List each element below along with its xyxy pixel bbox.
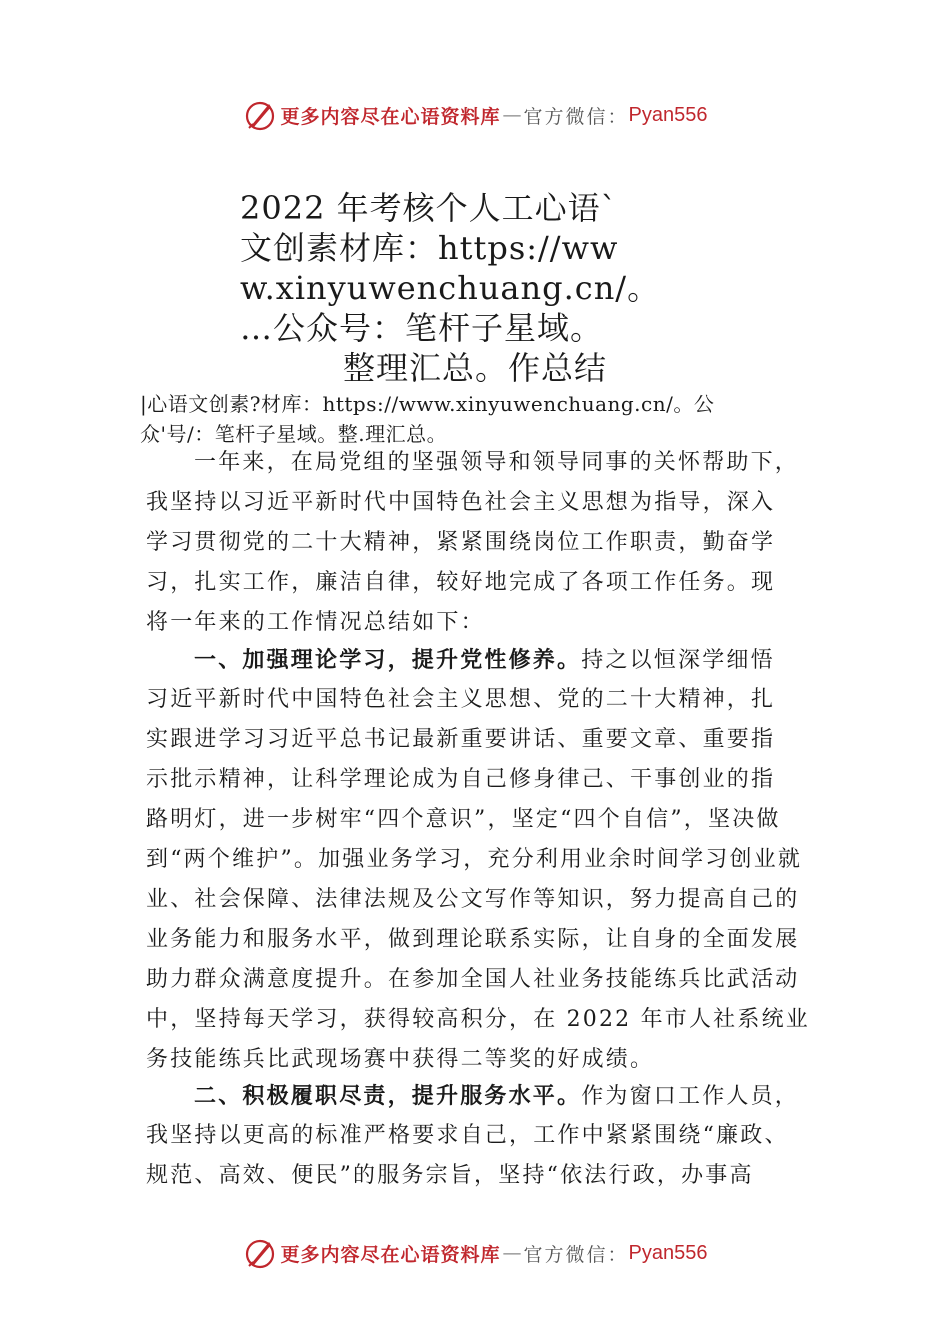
banner-separator: —: [502, 1242, 522, 1264]
paragraph-line: 习近平新时代中国特色社会主义思想、党的二十大精神，扎: [146, 687, 776, 712]
paragraph-line: 示批示精神，让科学理论成为自己修身律己、干事创业的指: [146, 767, 776, 792]
banner-main-text: 更多内容尽在心语资料库: [280, 105, 501, 128]
section-2-first-text: 作为窗口工作人员，: [581, 1084, 800, 1109]
banner-separator: —: [502, 104, 522, 126]
title-line: …公众号：笔杆子星域。: [240, 309, 604, 347]
paragraph-line: 学习贯彻党的二十大精神，紧紧围绕岗位工作职责，勤奋学: [146, 530, 776, 555]
quill-pen-logo-icon: [243, 1236, 277, 1270]
title-line: w.xinyuwenchuang.cn/。: [240, 269, 661, 307]
section-1-first-line: [146, 640, 826, 680]
banner-main-text: 更多内容尽在心语资料库: [280, 1243, 501, 1266]
title-line: 文创素材库：https://ww: [240, 229, 619, 267]
footer-banner: [0, 1233, 950, 1273]
document-title: [240, 188, 710, 388]
paragraph-line: 实跟进学习习近平总书记最新重要讲话、重要文章、重要指: [146, 727, 776, 752]
paragraph-line: 习，扎实工作，廉洁自律，较好地完成了各项工作任务。现: [146, 570, 776, 595]
source-note-line: 众'号/：笔杆子星域。整.理汇总。: [140, 422, 448, 446]
banner-wechat-id: Pyan556: [628, 103, 708, 126]
banner-wechat-id: Pyan556: [628, 1241, 708, 1264]
paragraph-line: 务技能练兵比武现场赛中获得二等奖的好成绩。: [146, 1047, 655, 1072]
section-2-first-line: [146, 1076, 826, 1116]
paragraph-line: 助力群众满意度提升。在参加全国人社业务技能练兵比武活动: [146, 967, 800, 992]
paragraph-line: 中，坚持每天学习，获得较高积分，在 2022 年市人社系统业: [146, 1007, 810, 1032]
paragraph-line: 将一年来的工作情况总结如下：: [146, 610, 485, 635]
banner-wechat-label: 官方微信：: [523, 1243, 629, 1266]
paragraph-line: 业务能力和服务水平，做到理论联系实际，让自身的全面发展: [146, 927, 800, 952]
header-banner: [0, 95, 950, 135]
intro-paragraph: [146, 443, 826, 643]
section-2-heading: 二、积极履职尽责，提升服务水平。: [194, 1083, 582, 1109]
paragraph-line: 我坚持以更高的标准严格要求自己，工作中紧紧围绕“廉政、: [146, 1123, 789, 1148]
quill-pen-logo-icon: [243, 98, 277, 132]
paragraph-line: 到“两个维护”。加强业务学习，充分利用业余时间学习创业就: [146, 847, 803, 872]
source-note-line: |心语文创素?材库：https://www.xinyuwenchuang.cn/。公: [140, 392, 715, 416]
paragraph-line: 业、社会保障、法律法规及公文写作等知识，努力提高自己的: [146, 887, 800, 912]
paragraph-line: 我坚持以习近平新时代中国特色社会主义思想为指导，深入: [146, 490, 776, 515]
banner-wechat-label: 官方微信：: [523, 105, 629, 128]
paragraph-line: 规范、高效、便民”的服务宗旨，坚持“依法行政，办事高: [146, 1163, 754, 1188]
section-2-paragraph: [146, 1076, 826, 1196]
paragraph-line: 路明灯，进一步树牢“四个意识”，坚定“四个自信”，坚决做: [146, 807, 781, 832]
section-1-heading: 一、加强理论学习，提升党性修养。: [194, 647, 582, 673]
title-line: 2022 年考核个人工心语`: [240, 189, 618, 227]
title-line: 整理汇总。作总结: [342, 349, 607, 387]
section-1-paragraph: [146, 640, 826, 1080]
section-1-first-text: 持之以恒深学细悟: [581, 648, 775, 673]
paragraph-line: 一年来，在局党组的坚强领导和领导同事的关怀帮助下，: [194, 450, 800, 475]
